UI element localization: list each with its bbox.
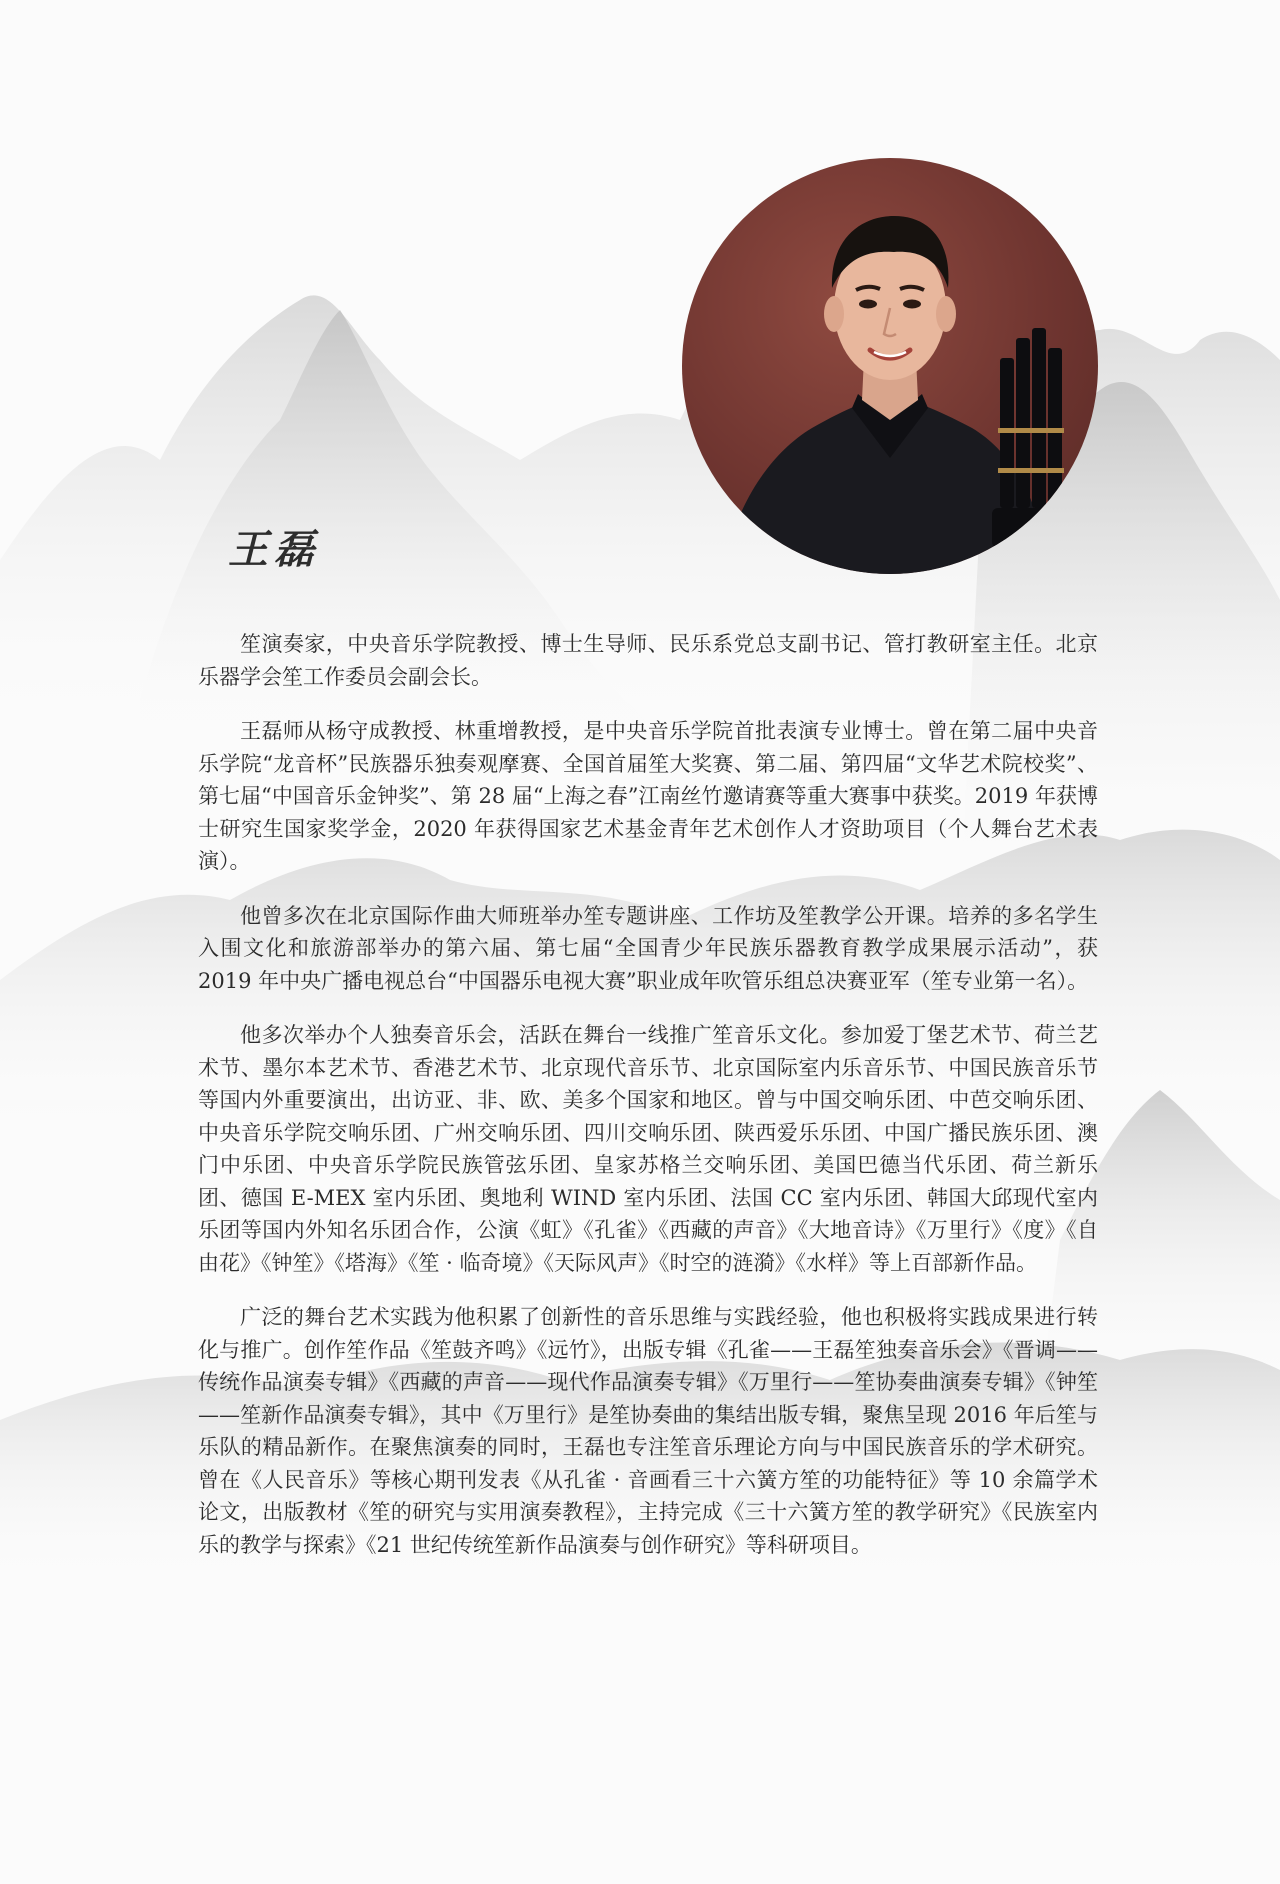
bio-paragraph-title-roles: 笙演奏家，中央音乐学院教授、博士生导师、民乐系党总支副书记、管打教研室主任。北京乐器学会笙工作委员会副会长。	[198, 632, 1098, 689]
bio-paragraph-performances: 他多次举办个人独奏音乐会，活跃在舞台一线推广笙音乐文化。参加爱丁堡艺术节、荷兰艺术节、墨尔本艺术节、香港艺术节、北京现代音乐节、北京国际室内乐音乐节、中国民族音乐节等国内外重要演出，出访亚、非、欧、美多个国家和地区。曾与中国交响乐团、中芭交响乐团、中央音乐学院交响乐团、广州交响乐团、四川交响乐团、陕西爱乐乐团、中国广播民族乐团、澳门中乐团、中央音乐学院民族管弦乐团、皇家苏格兰交响乐团、美国巴德当代乐团、荷兰新乐团、德国 E-MEX 室内乐团、奥地利 WIND 室内乐团、法国 CC 室内乐团、韩国大邱现代室内乐团等国内外知名乐团合作，公演《虹》《孔雀》《西藏的声音》《大地音诗》《万里行》《度》《自由花》《钟笙》《塔海》《笙 · 临奇境》《天际风声》《时空的涟漪》《水样》等上百部新作品。	[198, 1023, 1098, 1275]
bio-paragraph-research: 广泛的舞台艺术实践为他积累了创新性的音乐思维与实践经验，他也积极将实践成果进行转化与推广。创作笙作品《笙鼓齐鸣》《远竹》，出版专辑《孔雀——王磊笙独奏音乐会》《晋调——传统作品演奏专辑》《西藏的声音——现代作品演奏专辑》《万里行——笙协奏曲演奏专辑》《钟笙——笙新作品演奏专辑》，其中《万里行》是笙协奏曲的集结出版专辑，聚焦呈现 2016 年后笙与乐队的精品新作。在聚焦演奏的同时，王磊也专注笙音乐理论方向与中国民族音乐的学术研究。曾在《人民音乐》等核心期刊发表《从孔雀 · 音画看三十六簧方笙的功能特征》等 10 余篇学术论文，出版教材《笙的研究与实用演奏教程》，主持完成《三十六簧方笙的教学研究》《民族室内乐的教学与探索》《21 世纪传统笙新作品演奏与创作研究》等科研项目。	[198, 1305, 1098, 1557]
artist-name: 王磊	[228, 526, 320, 573]
portrait-photo	[682, 158, 1098, 574]
biography	[198, 628, 1098, 1583]
bio-paragraph-teaching: 他曾多次在北京国际作曲大师班举办笙专题讲座、工作坊及笙教学公开课。培养的多名学生入围文化和旅游部举办的第六届、第七届“全国青少年民族乐器教育教学成果展示活动”，获 2019 年中央广播电视总台“中国器乐电视大赛”职业成年吹管乐组总决赛亚军（笙专业第一名）。	[198, 903, 1098, 993]
bio-paragraph-awards: 王磊师从杨守成教授、林重增教授，是中央音乐学院首批表演专业博士。曾在第二届中央音乐学院“龙音杯”民族器乐独奏观摩赛、全国首届笙大奖赛、第二届、第四届“文华艺术院校奖”、第七届“中国音乐金钟奖”、第 28 届“上海之春”江南丝竹邀请赛等重大赛事中获奖。2019 年获博士研究生国家奖学金，2020 年获得国家艺术基金青年艺术创作人才资助项目（个人舞台艺术表演）。	[198, 719, 1098, 873]
